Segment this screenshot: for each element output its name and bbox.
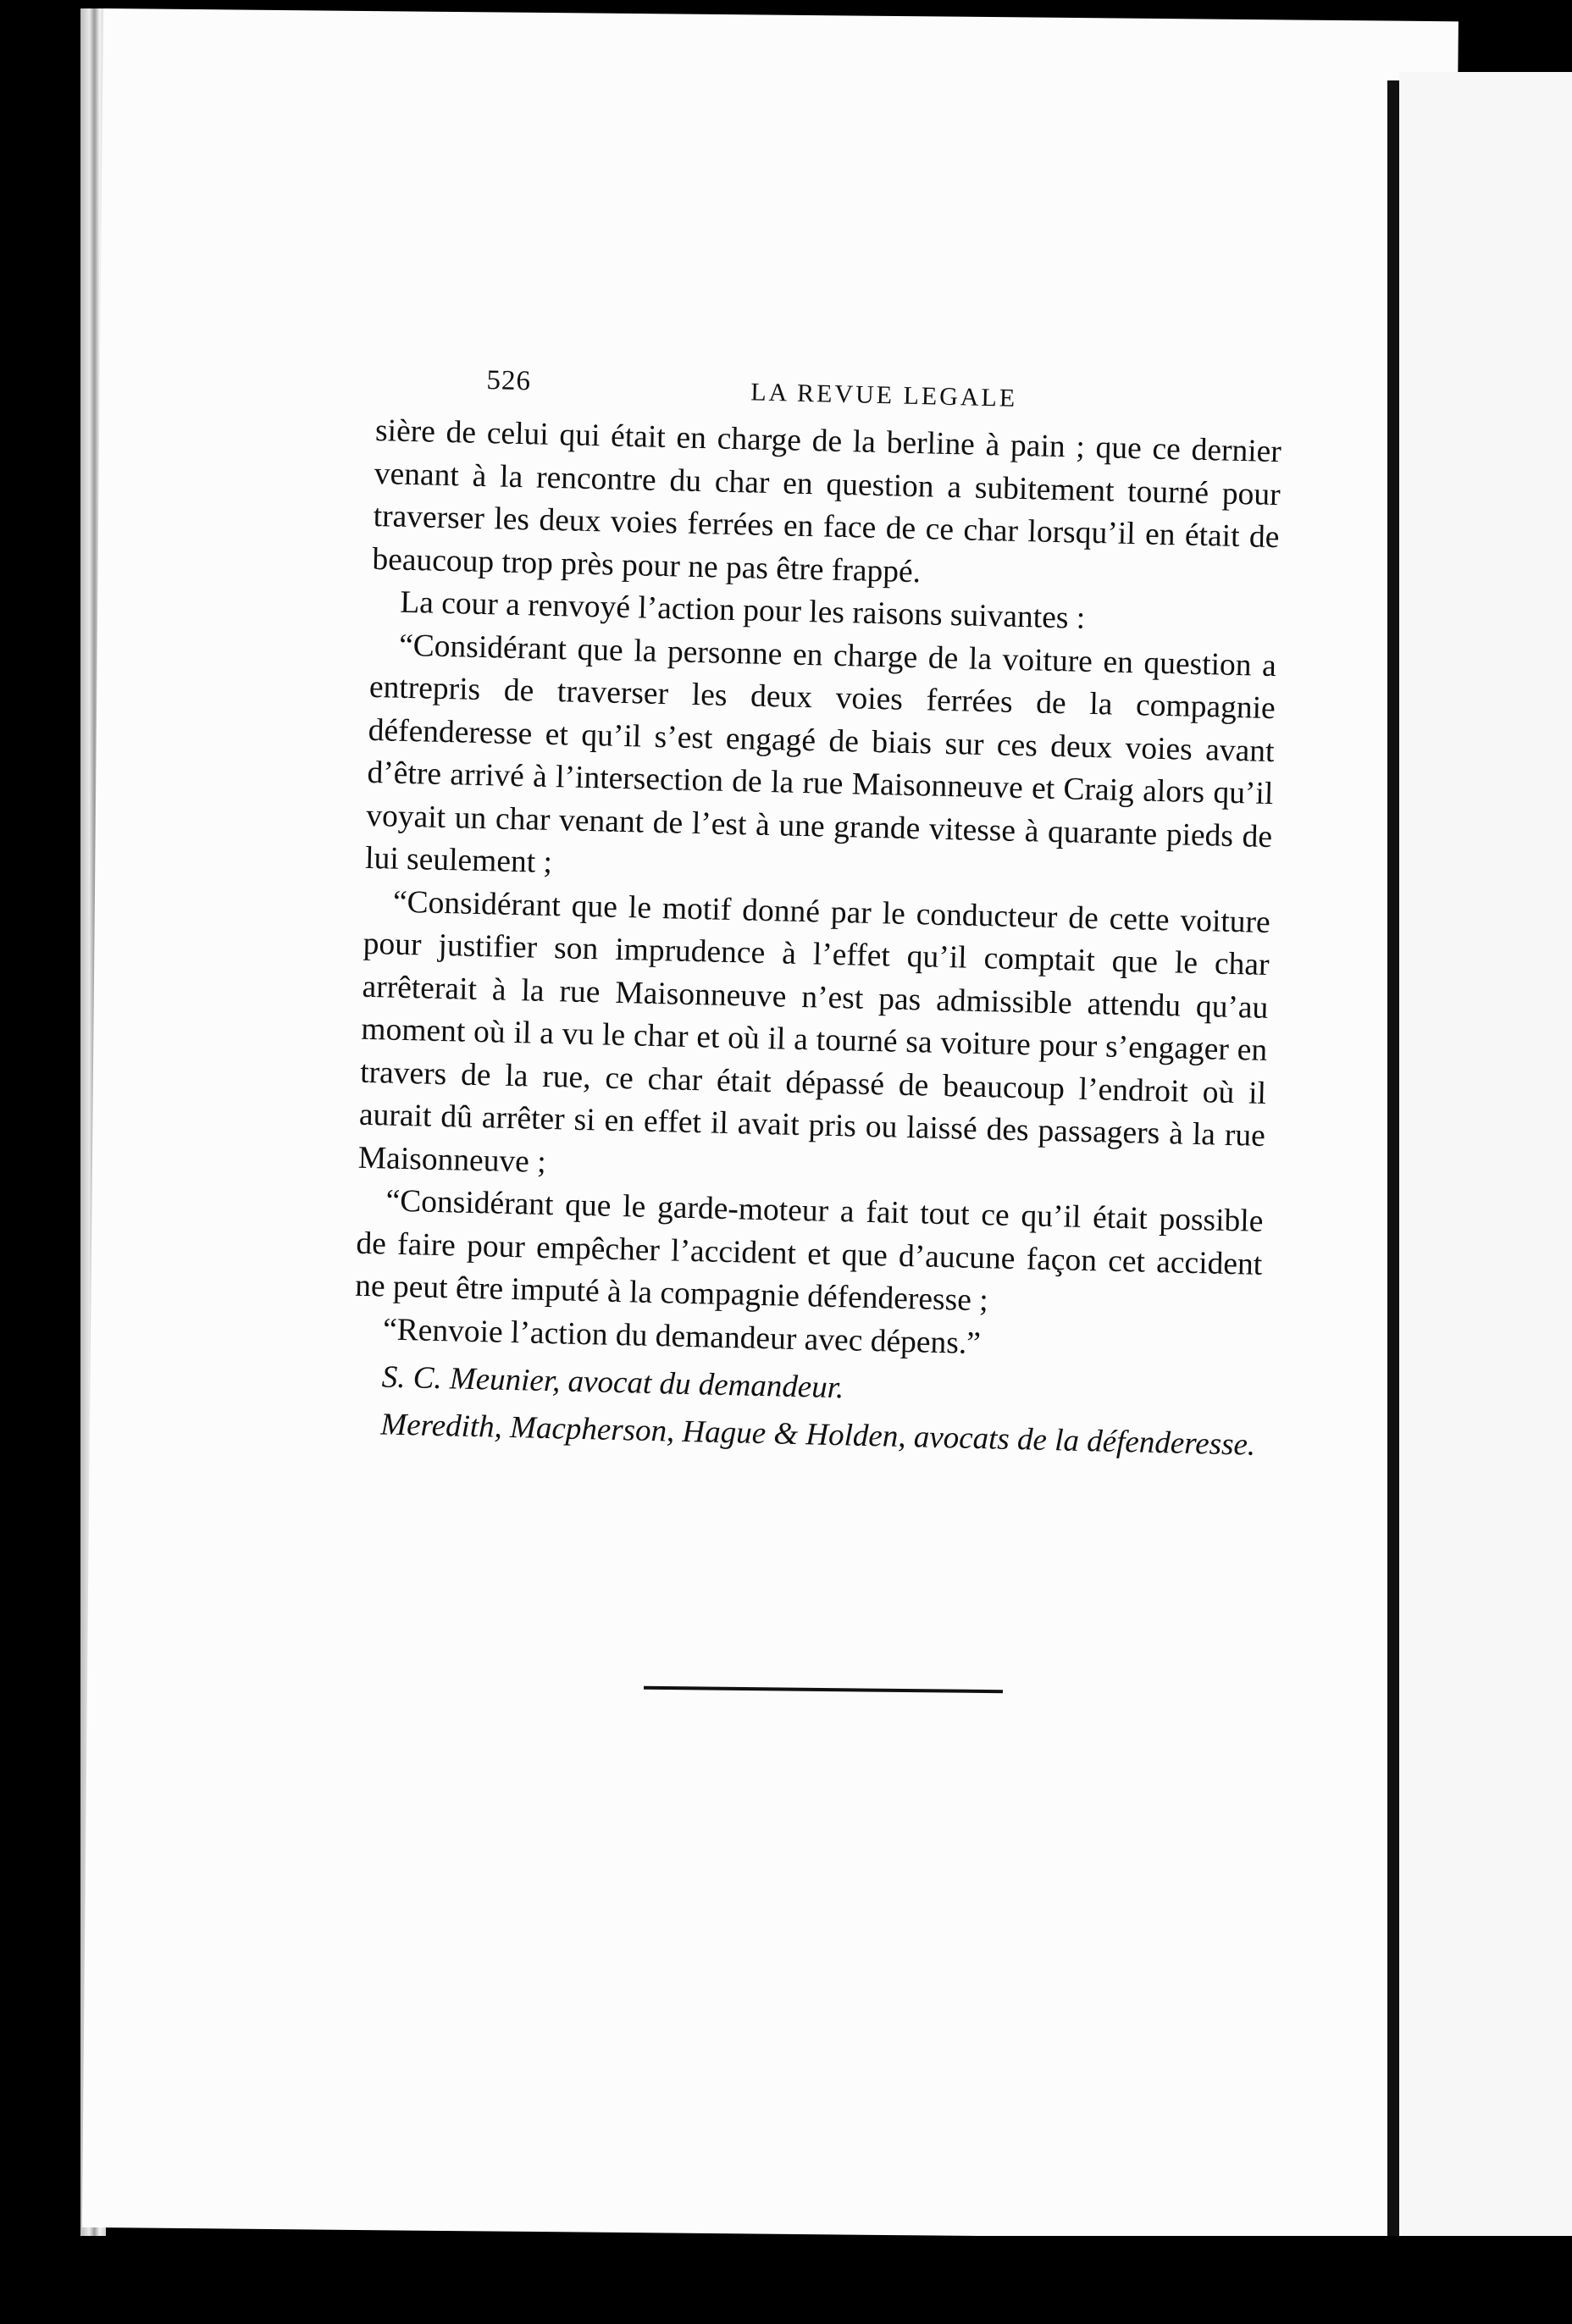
defendant-counsel: Meredith, Macpherson, Hague & Holden, avocats de la défenderesse. (379, 1407, 1256, 1463)
plaintiff-counsel: S. C. Meunier, avocat du demandeur. (381, 1359, 844, 1406)
scan-background (0, 2236, 1572, 2324)
paragraph-continuation: sière de celui qui était en charge de la berline à pain ; que ce dernier venant à la rencontre du char en question a subitement tourné pour traverser les deux voies ferrées en face de ce char lorsqu’il en était de beaucoup trop près pour ne pas être frappé. (372, 412, 1282, 589)
paragraph-judgment: “Renvoie l’action du demandeur avec dépens.” (382, 1311, 982, 1361)
paragraph-considerant-3: “Considérant que le garde-moteur a fait tout ce qu’il était possible de faire pour empêcher l’accident et que d’aucune façon cet accident ne peut être imputé à la compagnie défenderesse ; (354, 1183, 1264, 1319)
body-text (354, 410, 1282, 1372)
paragraph-considerant-2: “Considérant que le motif donné par le conducteur de cette voiture pour justifier son imprudence à l’effet qu’il comptait que le char arrêterait à la rue Maisonneuve n’est pas admissible attendu qu’au moment où il a vu le char et où il a tourné sa voiture pour s’engager en travers de la rue, ce char était dépassé de beaucoup l’endroit où il aurait dû arrêter si en effet il avait pris ou laissé des passagers à la rue Maisonneuve ; (357, 884, 1271, 1180)
page-number: 526 (486, 365, 532, 397)
paragraph-considerant-1: “Considérant que la personne en charge de la voiture en question a entrepris de traverser les deux voies ferrées de la compagnie défenderesse et qu’il s’est engagé de biais sur ces deux voies avant d’être arrivé à l’intersection de la rue Maisonneuve et Craig alors qu’il voyait un char venant de l’est à une grande vitesse à quarante pieds de lui seulement ; (364, 628, 1277, 881)
page-gutter-shadow (1387, 80, 1399, 2266)
paragraph-court-ruling: La cour a renvoyé l’action pour les raisons suivantes : (399, 584, 1086, 636)
page-content (351, 362, 1283, 1467)
journal-title: LA REVUE LEGALE (750, 378, 1018, 412)
facing-page-edge (1399, 72, 1572, 2257)
